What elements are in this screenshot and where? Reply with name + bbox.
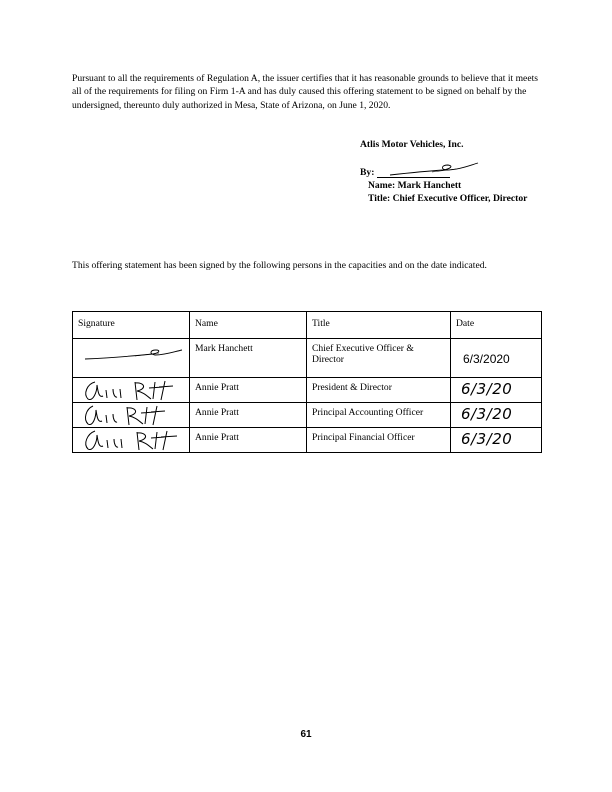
company-name: Atlis Motor Vehicles, Inc.: [360, 139, 464, 150]
capacities-paragraph: This offering statement has been signed by the following persons in the capacities and on the date indicated.: [72, 260, 487, 271]
name-cell: Annie Pratt: [190, 378, 307, 403]
name-cell: Mark Hanchett: [190, 339, 307, 378]
date-cell: [451, 428, 542, 453]
name-cell: Annie Pratt: [190, 403, 307, 428]
header-signature: Signature: [73, 312, 190, 339]
table-row: [73, 428, 542, 453]
by-label: By:: [360, 167, 375, 178]
signer-name: Name: Mark Hanchett: [368, 180, 462, 191]
signature-cell: [73, 339, 190, 378]
date-cell: [451, 403, 542, 428]
header-title: Title: [307, 312, 451, 339]
date-value: 6/3/20: [461, 430, 513, 448]
date-cell: [451, 339, 542, 378]
signature-cell: [73, 403, 190, 428]
date-value: 6/3/20: [461, 380, 513, 398]
signer-title: Title: Chief Executive Officer, Director: [368, 193, 528, 204]
handwritten-signature-pratt: [73, 428, 190, 453]
title-cell: Principal Financial Officer: [307, 428, 451, 453]
title-cell: Principal Accounting Officer: [307, 403, 451, 428]
date-value: 6/3/2020: [463, 352, 510, 366]
header-name: Name: [190, 312, 307, 339]
page-number: 61: [300, 729, 312, 740]
handwritten-signature-hanchett: [388, 157, 480, 179]
handwritten-signature-pratt: [73, 378, 190, 403]
table-row: [73, 378, 542, 403]
title-cell: Chief Executive Officer & Director: [307, 339, 451, 378]
name-cell: Annie Pratt: [190, 428, 307, 453]
signatures-table: [72, 311, 542, 453]
date-value: 6/3/20: [461, 405, 513, 423]
signature-cell: [73, 428, 190, 453]
title-cell: President & Director: [307, 378, 451, 403]
handwritten-signature-pratt: [73, 403, 190, 428]
header-date: Date: [451, 312, 542, 339]
signature-cell: [73, 378, 190, 403]
table-header-row: [73, 312, 542, 339]
table-row: [73, 403, 542, 428]
certification-paragraph: Pursuant to all the requirements of Regulation A, the issuer certifies that it has reasonable grounds to believe that it meets all of the requirements for filing on Firm 1-A and has duly caused this offering statement to be signed on behalf by the undersigned, thereunto duly authorized in Mesa, State of Arizona, on June 1, 2020.: [72, 73, 538, 111]
date-cell: [451, 378, 542, 403]
table-row: [73, 339, 542, 378]
handwritten-signature-hanchett: [73, 339, 190, 377]
